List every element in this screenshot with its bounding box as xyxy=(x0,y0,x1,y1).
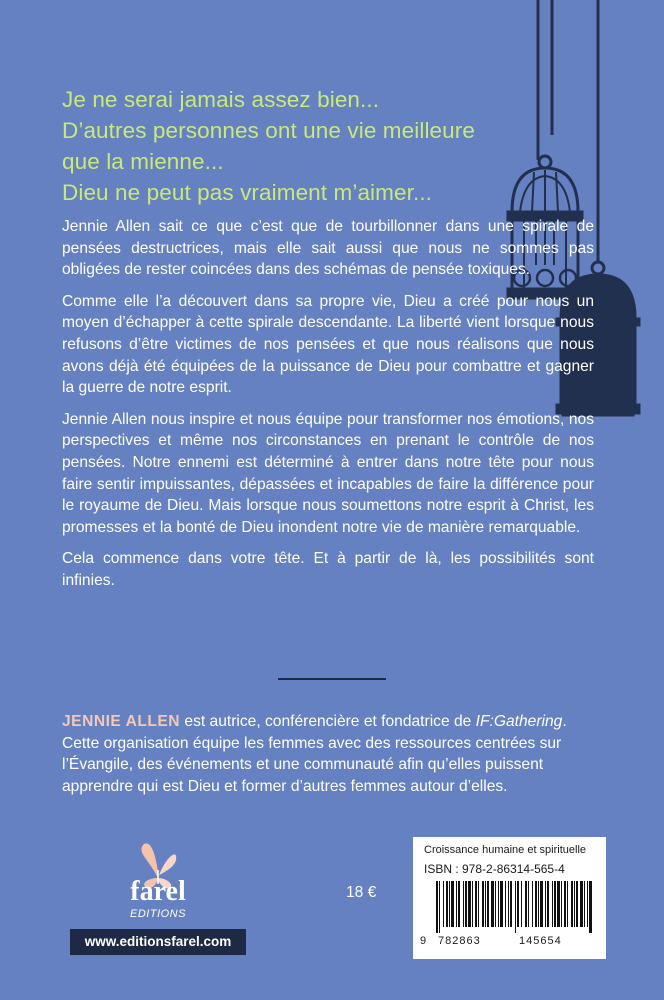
barcode-bar xyxy=(517,881,519,927)
barcode-first-digit: 9 xyxy=(420,935,427,947)
barcode-bar xyxy=(500,881,503,927)
barcode-bar xyxy=(478,881,479,927)
description-paragraph: Jennie Allen sait ce que c’est que de tourbillonner dans une spirale de pensées destructrices, mais elle sait aussi que nous ne sommes pas obligées de rester coincées dans des schémas de pensée toxiques. xyxy=(62,218,594,279)
barcode-right-digits: 145654 xyxy=(519,935,562,947)
barcode-bar xyxy=(436,881,438,933)
barcode-bar xyxy=(589,881,592,933)
barcode-bar xyxy=(443,881,444,927)
author-name: JENNIE ALLEN xyxy=(62,713,181,730)
barcode-bar xyxy=(491,881,494,927)
barcode-bar xyxy=(465,881,467,927)
organization-name: IF:Gathering xyxy=(475,713,563,730)
barcode-bar xyxy=(515,881,516,933)
barcode-bar xyxy=(557,881,560,927)
barcode-bar xyxy=(446,881,448,927)
barcode-bar xyxy=(472,881,473,927)
description-paragraph: Comme elle l’a découvert dans sa propre vie, Dieu a créé pour nous un moyen d’échapper à cette spirale descendante. La liberté vient lorsque nous refusons d’être victimes de nos pensées et que nous réalisons que nous avons déjà été équipées de la puissance de Dieu pour combattre et gagner la guerre de notre esprit. xyxy=(62,292,594,397)
barcode-bar xyxy=(584,881,585,927)
barcode-bar xyxy=(532,881,533,927)
barcode-bar xyxy=(540,881,543,927)
publisher-subtitle: EDITIONS xyxy=(130,908,186,920)
barcode-bar xyxy=(535,881,537,927)
cover-quote xyxy=(62,84,475,208)
barcode-bar xyxy=(528,881,529,927)
barcode-bar xyxy=(456,881,457,927)
author-bio xyxy=(62,711,607,797)
barcode-bar xyxy=(564,881,566,927)
barcode-bar xyxy=(468,881,471,927)
description-paragraph: Cela commence dans votre tête. Et à partir de là, les possibilités sont infinies. xyxy=(62,550,594,589)
barcode-bar xyxy=(580,881,583,927)
book-price: 18 € xyxy=(346,884,377,901)
barcode-bar xyxy=(485,881,486,927)
quote-line: D’autres personnes ont une vie meilleure xyxy=(62,118,475,143)
barcode-bar xyxy=(451,881,454,927)
barcode-bar xyxy=(458,881,460,927)
barcode-bar xyxy=(571,881,573,927)
barcode-bar xyxy=(587,881,588,927)
barcode-bar xyxy=(498,881,499,927)
barcode-bar xyxy=(495,881,496,927)
book-category: Croissance humaine et spirituelle xyxy=(424,844,587,856)
barcode-bar xyxy=(505,881,506,927)
barcode-bar xyxy=(576,881,578,927)
barcode-bar xyxy=(482,881,484,927)
barcode-bar xyxy=(463,881,464,927)
barcode-bar xyxy=(439,881,440,933)
barcode-bar xyxy=(487,881,489,927)
isbn-number: ISBN : 978-2-86314-565-4 xyxy=(424,862,565,876)
barcode-bar xyxy=(449,881,450,927)
publisher-name: farel xyxy=(130,876,186,907)
barcode-bar xyxy=(554,881,556,927)
publisher-website: www.editionsfarel.com xyxy=(70,929,246,955)
barcode-left-digits: 782863 xyxy=(438,935,481,947)
barcode-bar xyxy=(475,881,477,927)
quote-line: que la mienne... xyxy=(62,149,224,174)
quote-line: Dieu ne peut pas vraiment m’aimer... xyxy=(62,180,433,205)
barcode xyxy=(424,881,594,933)
barcode-bar xyxy=(510,881,512,927)
bio-text: est autrice, conférencière et fondatrice de xyxy=(180,713,476,730)
barcode-bar xyxy=(508,881,509,927)
description-paragraph: Jennie Allen nous inspire et nous équipe pour transformer nos émotions, nos perspectives et même nos circonstances en prenant le contrôle de nos pensées. Notre ennemi est déterminé à entrer dans notre tête pour nous faire sentir impuissantes, dépassées et incapables de faire la différence pour le royaume de Dieu. Mais lorsque nous soumettons notre esprit à Christ, les promesses et la bonté de Dieu inondent notre vie de manière remarquable. xyxy=(62,410,594,536)
section-divider xyxy=(278,678,386,680)
barcode-bar xyxy=(547,881,549,927)
quote-line: Je ne serai jamais assez bien... xyxy=(62,87,380,112)
barcode-bar xyxy=(574,881,575,927)
barcode-bar xyxy=(521,881,522,927)
barcode-bar xyxy=(525,881,527,927)
bio-text: . Cette organisation équipe les femmes avec des ressources centrées sur l’Évangile, des événements et une communauté afin qu’elles puissent apprendre qui est Dieu et former d’autres femmes autour d’elles. xyxy=(62,713,567,795)
isbn-box xyxy=(413,837,606,959)
barcode-bar xyxy=(552,881,553,927)
book-description xyxy=(62,216,594,602)
barcode-bar xyxy=(561,881,562,927)
barcode-bar xyxy=(567,881,568,927)
barcode-bar xyxy=(538,881,539,927)
barcode-bar xyxy=(545,881,546,927)
